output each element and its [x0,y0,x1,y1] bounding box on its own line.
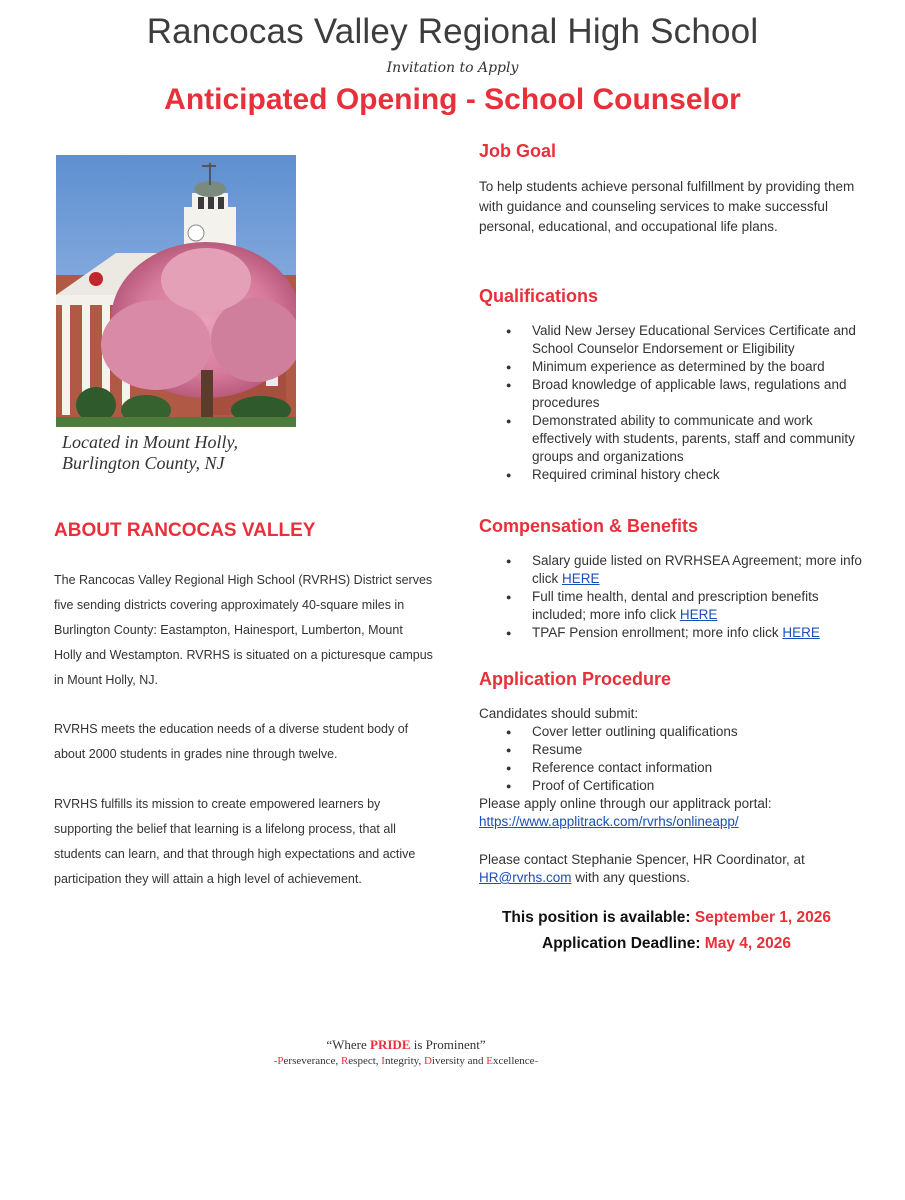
application-heading: Application Procedure [479,669,672,689]
photo-caption [62,432,322,474]
list-item: ● Minimum experience as determined by the board [479,358,869,376]
value-initial: I [381,1055,385,1067]
benefit-text: Salary guide listed on RVRHSEA Agreement; more info click [532,553,862,586]
list-item: ● Resume [479,741,869,759]
value-initial: D [423,1055,432,1067]
motto-pre: “Where [326,1037,371,1052]
footer-motto [0,1037,812,1053]
application-intro: Candidates should submit: [479,706,639,721]
benefits-here-link[interactable]: HERE [679,607,718,622]
list-item: ● Reference contact information [479,759,869,777]
about-heading: ABOUT RANCOCAS VALLEY [54,520,316,541]
applitrack-link[interactable]: https://www.applitrack.com/rvrhs/onlineapp/ [479,814,739,829]
deadline-date: May 4, 2026 [704,935,791,952]
footer-values [0,1055,812,1067]
hr-email-link[interactable]: HR@rvrhs.com [479,870,572,885]
job-goal-heading: Job Goal [479,141,557,161]
compensation-heading: Compensation & Benefits [479,516,699,536]
value-initial: R [340,1055,349,1067]
deadline-line [479,935,854,953]
contact-text: Please contact Stephanie Spencer, HR Coordinator, at [479,852,805,867]
about-paragraph-2: RVRHS meets the education needs of a diverse student body of about 2000 students in grades nine through twelve. [54,722,409,761]
value-initial: E [486,1055,494,1067]
school-photo [56,155,296,427]
list-item [479,588,869,624]
motto-post: is Prominent” [410,1037,486,1052]
school-name: Rancocas Valley Regional High School [146,12,759,51]
qualifications-list [479,322,869,484]
list-item: ● Cover letter outlining qualifications [479,723,869,741]
list-item: ● Demonstrated ability to communicate and work effectively with students, parents, staff and community groups and organizations [479,412,869,466]
benefit-text: Full time health, dental and prescription benefits included; more info click [532,589,819,622]
value-rest: espect, [348,1055,382,1067]
application-list [479,723,869,795]
value-initial: - [534,1055,539,1067]
contact-row [479,869,859,887]
salary-here-link[interactable]: HERE [562,571,600,586]
tagline: Invitation to Apply [386,60,519,76]
job-goal-text: To help students achieve personal fulfillment by providing them with guidance and counseling services to make successful personal, educational, and occupational life plans. [479,179,855,234]
caption-line-1: Located in Mount Holly, [62,432,238,452]
availability-line [479,909,854,927]
page-title: Anticipated Opening - School Counselor [164,83,741,116]
list-item: ● Valid New Jersey Educational Services Certificate and School Counselor Endorsement or Eligibility [479,322,869,358]
available-date: September 1, 2026 [694,909,832,926]
compensation-list [479,552,869,642]
value-rest: erseverance, [283,1055,341,1067]
motto-pride: PRIDE [370,1037,411,1052]
value-rest: ntegrity, [384,1055,424,1067]
list-item: ● Required criminal history check [479,466,869,484]
deadline-label: Application Deadline: [542,935,705,952]
benefit-text: TPAF Pension enrollment; more info click [532,625,783,640]
about-paragraph-1: The Rancocas Valley Regional High School (RVRHS) District serves five sending districts covering approximately 40-square miles in Burlington County: Eastampton, Hainesport, Lumberton, Mount Holly and Westampton. RVRHS is situated on a picturesque campus in Mount Holly, NJ. [54,573,433,687]
list-item: ● Proof of Certification [479,777,869,795]
qualifications-heading: Qualifications [479,286,599,306]
pension-here-link[interactable]: HERE [782,625,820,640]
contact-suffix: with any questions. [571,870,691,885]
value-rest: iversity and [431,1055,487,1067]
list-item [479,624,869,642]
apply-url-row [479,813,859,831]
list-item [479,552,869,588]
available-label: This position is available: [501,909,695,926]
apply-text: Please apply online through our applitrack portal: [479,796,772,811]
value-initial: -P [273,1055,284,1067]
value-rest: xcellence [493,1055,535,1067]
caption-line-2: Burlington County, NJ [62,453,225,473]
about-paragraph-3: RVRHS fulfills its mission to create empowered learners by supporting the belief that learning is a lifelong process, that all students can learn, and that through high expectations and active participation they will attain a high level of achievement. [54,797,416,886]
list-item: ● Broad knowledge of applicable laws, regulations and procedures [479,376,869,412]
